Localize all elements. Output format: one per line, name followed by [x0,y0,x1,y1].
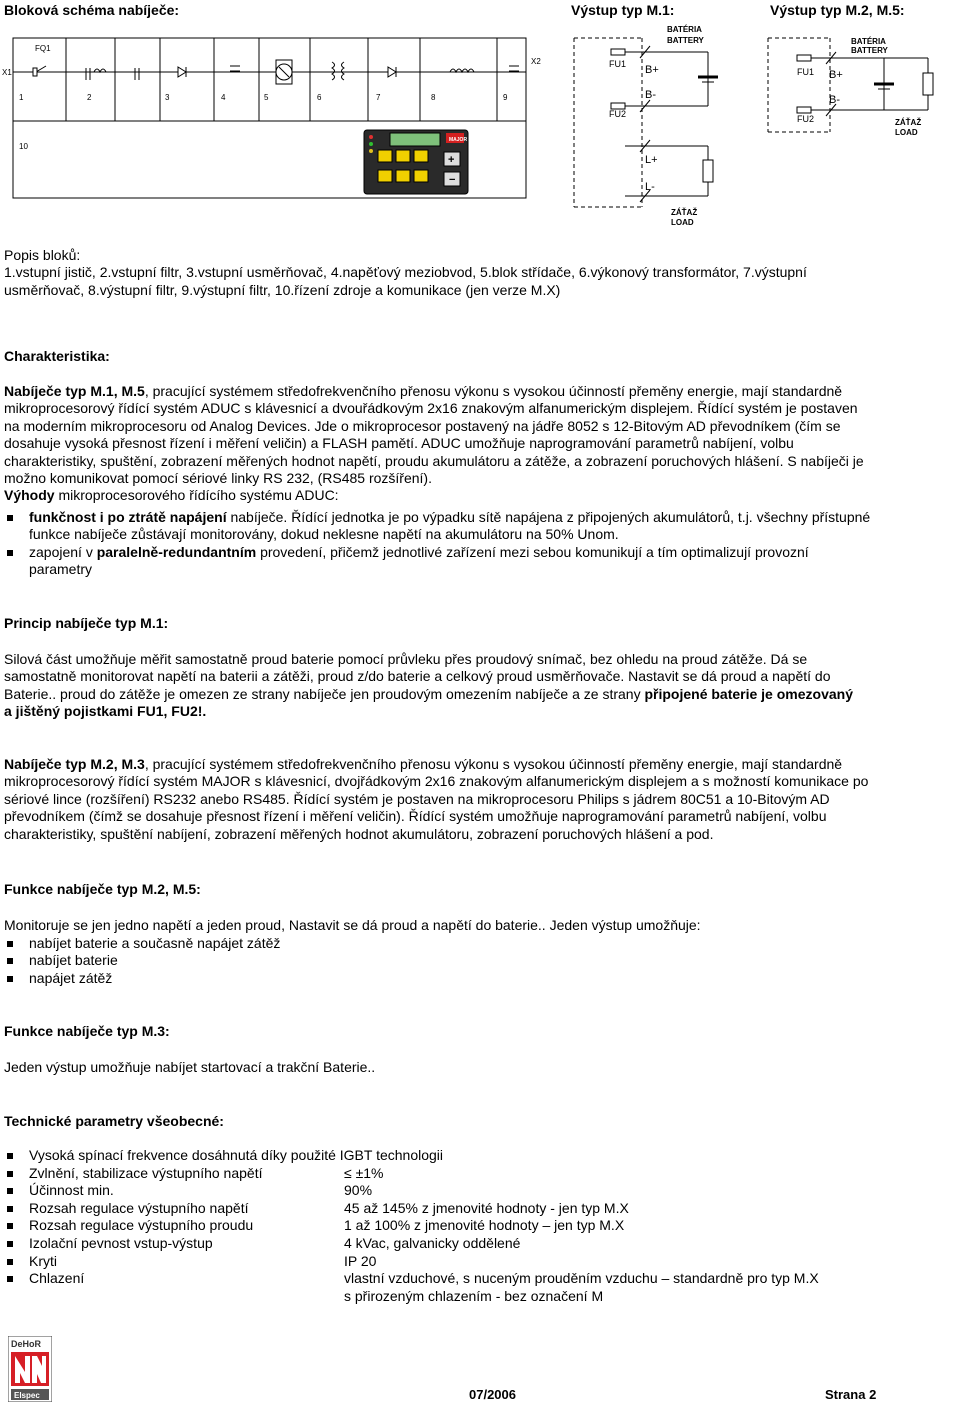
tech-title: Technické parametry všeobecné: [4,1113,224,1129]
block-number-2: 2 [87,93,92,102]
principle-line-2: samostatně monitorovat napětí na baterii a zátěži, proud z/do baterie a celkový proud usměrňovače. Nastavit se dá proud a napětí do [4,668,831,685]
output-m2-m5-diagram [768,37,933,137]
logo-top-text: DeHoR [11,1339,42,1349]
tech-params [4,1147,956,1305]
bplus-label-2: B+ [829,69,843,81]
table-row: Kryti IP 20 [4,1253,956,1271]
function-m2-m5-list [4,935,956,987]
function-m2-m5-intro: Monitoruje se jen jedno napětí a jeden proud, Nastavit se dá proud a napětí do baterie.. Jeden výstup umožňuje: [4,917,701,933]
fu2-label-2: FU2 [797,114,815,124]
svg-text:−: − [449,174,456,186]
bplus-label: B+ [645,64,659,76]
m2-m3-description: Nabíječe typ M.2, M.3, pracující systémem středofrekvenčního přenosu výkonu s vysokou účinností přeměny energie, mají standardně mikroprocesorový řídící systém MAJOR s klávesnicí, dvojřádkovým 2x16 znakovým alfanumerickým displejem a s možností komunikace po sériové lince (rozšíření) RS232 anebo RS485. Řídící systém je postaven na mikroprocesoru Philips s jádrem 80C51 a 10-Bitovým AD převodníkem (čímž se dosahuje přesnost řízení i měření veličin). Řídící systém umožňuje naprogramování parametrů nabíjení, volbu charakteristiky, spuštění nabíjení, zobrazení měřených hodnot akumulátoru, zobrazení poruchových hlášení a pod. [4,756,869,842]
principle-text: Silová část umožňuje měřit samostatně proud baterie pomocí průvleku přes proudový snímač, bez ohledu na proud zátěže. Dá se samostatně monitorovat napětí na baterii a zátěži, proud z/do baterie a celkový proud usměrňovače. Nastavit se dá proud a napětí do Baterie.. proud do zátěže je omezen ze strany nabíječe jen proudovým omezením nabíječe a ze strany připojené baterie je omezovaný a jištěný pojistkami FU1, FU2!. [4,651,956,721]
battery-label-2: BATTERY [851,46,888,55]
fu2-label: FU2 [609,109,627,119]
fu1-label: FU1 [609,59,627,69]
m1-m5-lead: Nabíječe typ M.1, M.5 [4,383,145,399]
legend-line-1: 1.vstupní jistič, 2.vstupní filtr, 3.vstupní usměrňovač, 4.napěťový meziobvod, 5.blok střídače, 6.výkonový transformátor, 7.výstupní [4,264,807,281]
zataz-label-1: ZÁŤAŽ [671,208,698,217]
logo-bottom-text: Elspec [14,1391,40,1400]
bminus-label: B- [645,89,656,101]
block-number-4: 4 [221,93,226,102]
function-m2-m5-title: Funkce nabíječe typ M.2, M.5: [4,881,201,897]
output-m2-m5-title: Výstup typ M.2, M.5: [770,2,905,18]
load-label-1: LOAD [671,218,694,227]
diagram-title: Bloková schéma nabíječe: [4,2,180,18]
function-m3-text: Jeden výstup umožňuje nabíjet startovací a trakční Baterie.. [4,1059,376,1075]
principle-line-3: Baterie.. proud do zátěže je omezen ze strany nabíječe jen proudovým omezením nabíječe a ze strany [4,685,645,702]
svg-text:+: + [448,154,455,166]
list-item: Vysoká spínací frekvence dosáhnutá díky použité IGBT technologii [4,1147,956,1165]
list-item: napájet zátěž [4,970,956,987]
legend-line-2: usměrňovač, 8.výstupní filtr, 9.výstupní filtr, 10.řízení zdroje a komunikace (jen verze M.X) [4,281,561,298]
footer-page-number: Strana 2 [825,1387,877,1402]
m1-m5-line-5: charakteristiky, spuštění, zobrazení měřených hodnot napětí, proudu akumulátoru a zátěže, a zobrazení poruchových hlášení. S nabíječi je [4,452,864,469]
list-item: nabíjet baterie [4,952,956,969]
company-logo [8,1336,52,1402]
block-number-6: 6 [317,93,322,102]
m2-m3-lead: Nabíječe typ M.2, M.3 [4,756,145,772]
table-row: Zvlnění, stabilizace výstupního napětí ≤ ±1% [4,1165,956,1183]
control-panel [364,130,468,194]
list-item: zapojení v paralelně-redundantním provedení, přičemž jednotlivé zařízení mezi sebou komunikují a tím optimalizují provozní parametry [4,544,956,579]
battery-label: BATTERY [667,36,704,45]
output-m1-diagram [574,25,718,227]
m1-m5-description [4,383,956,505]
legend [4,247,956,299]
principle-title: Princip nabíječe typ M.1: [4,615,169,631]
block-number-1: 1 [19,93,24,102]
load-label-2: LOAD [895,128,918,137]
lminus-label: L- [645,181,655,193]
m1-m5-line-4: dosahuje vysoká přesnost řízení i měření veličin) a FLASH pamětí. ADUC umožňuje naprogramování parametrů nabíjení, volbu [4,435,794,452]
advantages-list [4,509,956,579]
advantages-label: Výhody [4,487,55,504]
fq1-label: FQ1 [35,44,51,53]
brand-label: MAJOR [449,137,468,143]
zataz-label-2: ZÁŤAŽ [895,118,922,127]
block-number-7: 7 [376,93,381,102]
characteristics-title: Charakteristika: [4,348,110,364]
fu1-label-2: FU1 [797,67,815,77]
bateria-label-2: BATÉRIA [851,37,886,46]
advantages-text: mikroprocesorového řídícího systému ADUC: [54,487,339,504]
function-m3-title: Funkce nabíječe typ M.3: [4,1023,170,1039]
output-m1-title: Výstup typ M.1: [571,2,675,18]
principle-line-1: Silová část umožňuje měřit samostatně proud baterie pomocí průvleku přes proudový snímač, bez ohledu na proud zátěže. Dá se [4,651,808,667]
footer-date: 07/2006 [469,1387,516,1402]
x1-label: X1 [2,68,12,77]
table-row: Izolační pevnost vstup-výstup 4 kVac, galvanicky oddělené [4,1235,956,1253]
table-row: Rozsah regulace výstupního proudu 1 až 100% z jmenovité hodnoty – jen typ M.X [4,1217,956,1235]
m1-m5-line-2: mikroprocesorový řídící systém ADUC s klávesnicí a dvouřádkovým 2x16 znakovým alfanumerickým displejem. Řídící systém je postaven [4,400,858,417]
m1-m5-line-6: možno komunikovat pomocí sériové linky RS 232, (RS485 rozšíření). [4,470,432,487]
block-number-9: 9 [503,93,508,102]
table-row: Rozsah regulace výstupního napětí 45 až 145% z jmenovité hodnoty - jen typ M.X [4,1200,956,1218]
list-item: nabíjet baterie a současně napájet zátěž [4,935,956,952]
block-number-5: 5 [264,93,269,102]
x2-label: X2 [531,57,541,66]
bateria-label: BATÉRIA [667,25,702,34]
table-row: Chlazení vlastní vzduchové, s nuceným prouděním vzduchu – standardně pro typ M.X [4,1270,956,1288]
m1-m5-line-1: , pracující systémem středofrekvenčního přenosu výkonu s vysokou účinností přeměny energie, mají standardně [144,383,843,399]
block-number-8: 8 [431,93,436,102]
legend-title: Popis bloků: [4,247,81,263]
block-number-3: 3 [165,93,170,102]
list-item: funkčnost i po ztrátě napájení nabíječe. Řídící jednotka je po výpadku sítě napájena z připojených akumulátorů, t.j. všechny přístupné funkce nabíječe zůstávají monitorovány, dokud neklesne napětí na akumulátoru na 50% Unom. [4,509,956,544]
principle-line-4: a jištěný pojistkami FU1, FU2!. [4,703,207,720]
block-diagram [0,0,960,235]
lplus-label: L+ [645,154,658,166]
table-row: Účinnost min. 90% [4,1182,956,1200]
bminus-label-2: B- [829,94,840,106]
cooling-line-2: s přirozeným chlazením - bez označení M [344,1287,604,1304]
block-number-10: 10 [19,142,28,151]
m1-m5-line-3: na moderním mikroprocesoru od Analog Devices. Jde o mikroprocesor postavený na jádře 8052 s 12-Bitovým AD převodníkem (čím se [4,417,841,434]
